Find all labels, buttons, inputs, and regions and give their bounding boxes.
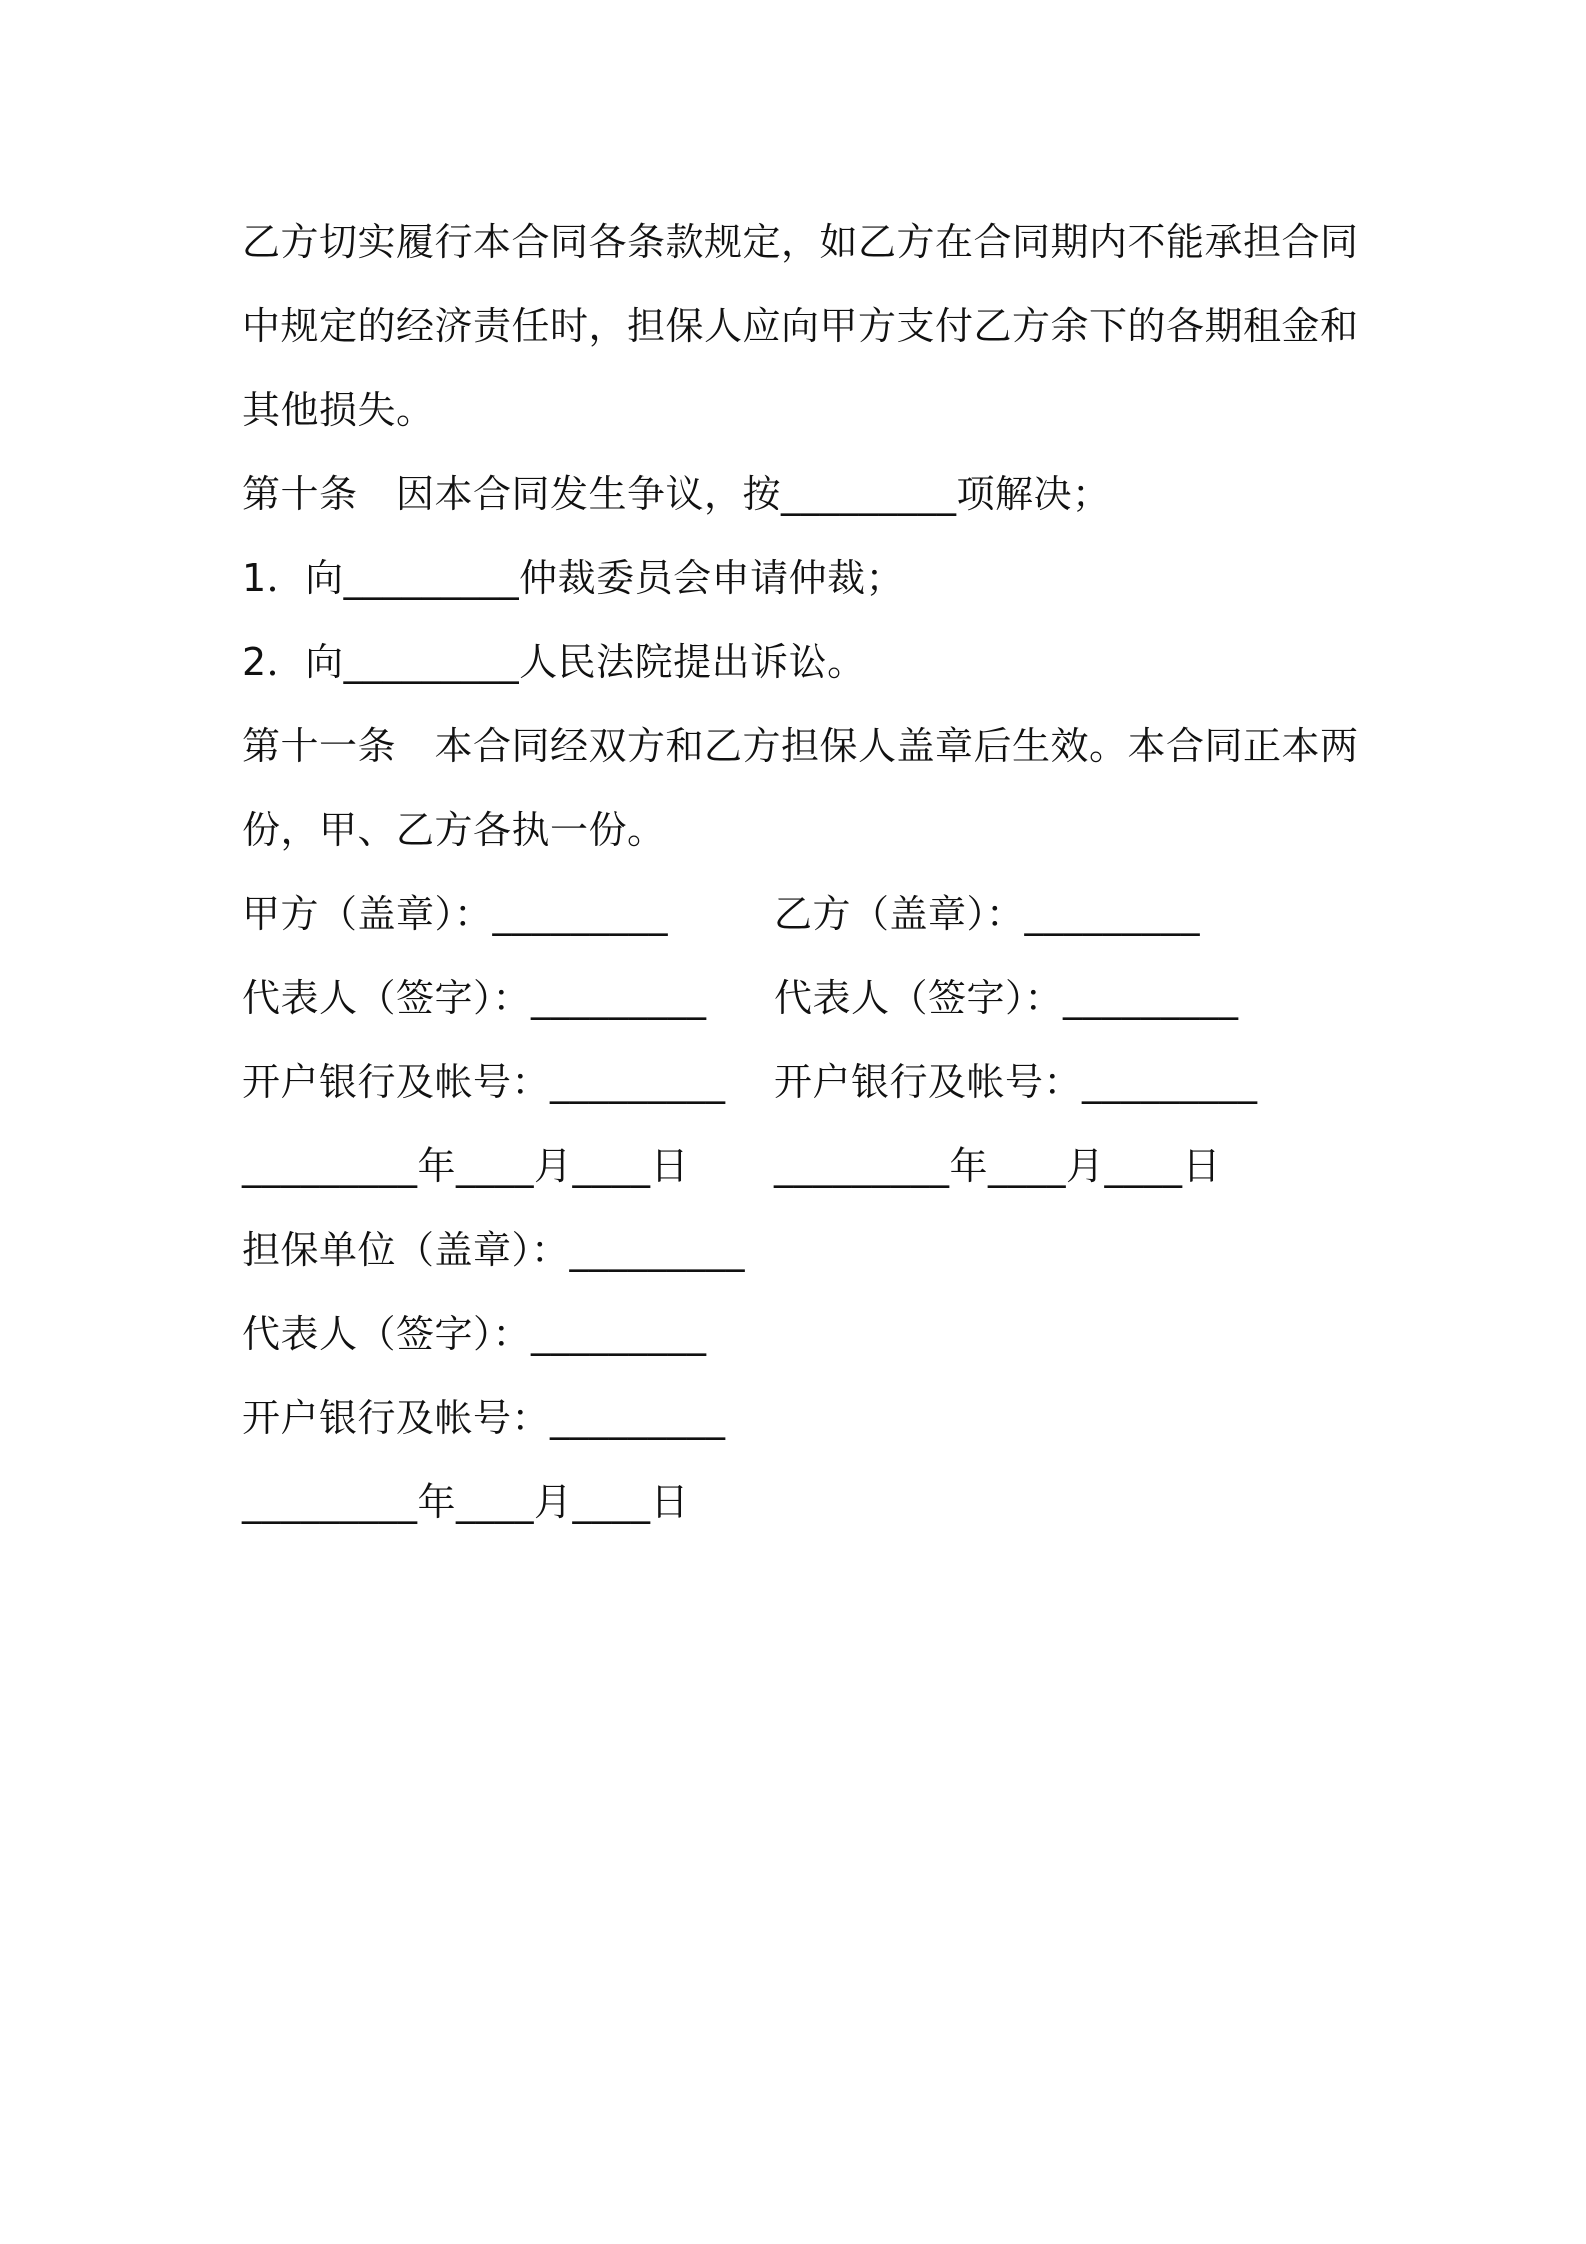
signature-row-seal (242, 872, 1372, 956)
party-b-bank-account: 开户银行及帐号：_________ (774, 1060, 1258, 1104)
signature-row-bank (242, 1040, 1372, 1124)
party-a-representative: 代表人（签字）：_________ (242, 976, 707, 1020)
document-body (242, 200, 1372, 1544)
intro-paragraph: 乙方切实履行本合同各条款规定，如乙方在合同期内不能承担合同中规定的经济责任时，担保人应向甲方支付乙方余下的各期租金和其他损失。 (242, 220, 1359, 432)
guarantor-bank-account: 开户银行及帐号：_________ (242, 1396, 726, 1440)
signature-row-representative (242, 956, 1372, 1040)
signature-row-date (242, 1124, 1372, 1208)
article-11: 第十一条 本合同经双方和乙方担保人盖章后生效。本合同正本两份，甲、乙方各执一份。 (242, 724, 1359, 852)
guarantor-seal: 担保单位（盖章）：_________ (242, 1228, 746, 1272)
guarantor-date: _________年____月____日 (242, 1480, 690, 1524)
article-10-item-2: 2．向_________人民法院提出诉讼。 (242, 640, 866, 684)
party-b-seal: 乙方（盖章）：_________ (774, 892, 1201, 936)
party-b-representative: 代表人（签字）：_________ (774, 976, 1239, 1020)
article-10-item-1: 1．向_________仲裁委员会申请仲裁； (242, 556, 905, 600)
party-a-seal: 甲方（盖章）：_________ (242, 892, 669, 936)
article-10: 第十条 因本合同发生争议，按_________项解决； (242, 472, 1111, 516)
party-b-date: _________年____月____日 (774, 1144, 1222, 1188)
guarantor-representative: 代表人（签字）：_________ (242, 1312, 707, 1356)
party-a-bank-account: 开户银行及帐号：_________ (242, 1060, 726, 1104)
party-a-date: _________年____月____日 (242, 1144, 690, 1188)
